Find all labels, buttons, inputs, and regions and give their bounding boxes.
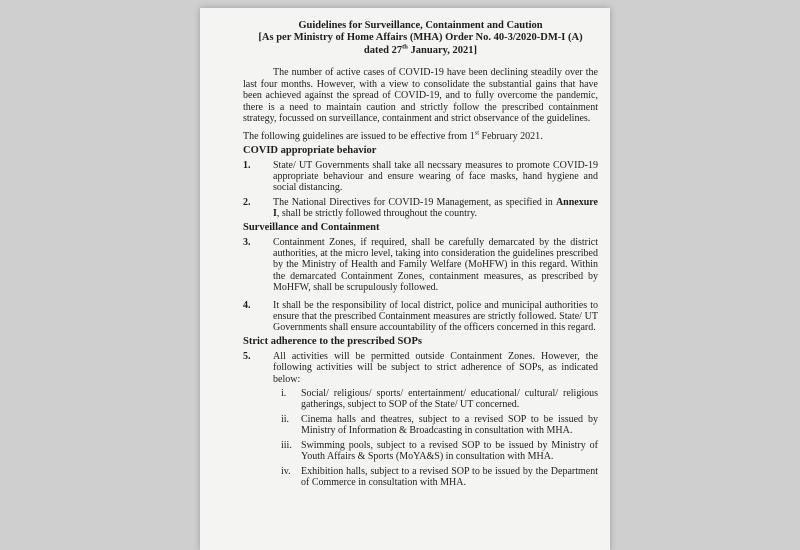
item-number: 1.	[243, 159, 251, 171]
item-number: 5.	[243, 350, 251, 362]
document-page	[200, 8, 610, 550]
subitem-text: Exhibition halls, subject to a revised SOP to be issued by the Department of Commerce in consultation with MHA.	[301, 465, 598, 488]
section-heading-surveillance: Surveillance and Containment	[243, 221, 380, 233]
subitem-text: Cinema halls and theatres, subject to a revised SOP to be issued by Ministry of Information & Broadcasting in consultation with MHA.	[301, 413, 598, 437]
issued-pre: The following guidelines are issued to be effective from 1	[243, 130, 475, 142]
section-heading-covid-behavior: COVID appropriate behavior	[243, 144, 377, 156]
item-text: All activities will be permitted outside Containment Zones. However, the following activities will be subject to strict adherence of SOPs, as indicated below:	[273, 350, 598, 385]
order-date-pre: dated 27	[363, 44, 403, 56]
annexure-reference: Annexure I	[273, 196, 598, 220]
order-date-sup: th	[402, 43, 408, 50]
issued-sup: st	[474, 129, 480, 137]
issued-post: February 2021.	[479, 130, 543, 142]
subitem-number: i.	[281, 388, 287, 400]
sop-subitem-4	[281, 466, 598, 489]
item-number: 4.	[243, 299, 251, 311]
subitem-number: iv.	[281, 465, 291, 477]
sop-subitem-2	[281, 414, 598, 437]
subitem-text: Social/ religious/ sports/ entertainment/ educational/ cultural/ religious gatherings, subject to SOP of the State/ UT concerned.	[301, 388, 598, 411]
item-text: State/ UT Governments shall take all necssary measures to promote COVID-19 appropriate behaviour and ensure wearing of face masks, hand hygiene and social distancing.	[273, 159, 598, 194]
document-body	[243, 19, 598, 488]
document-title: Guidelines for Surveillance, Containment and Caution	[298, 20, 543, 31]
intro-paragraph: The number of active cases of COVID-19 have been declining steadily over the last four months. However, with a view to consolidate the substantial gains that have been achieved against the spread of COVID-19, and to fully overcome the pandemic, there is a need to maintain caution and strictly follow the prescribed containment strategy, focussed on surveillance, containment and strict observance of the guidelines.	[243, 67, 598, 125]
guideline-item-3	[243, 237, 598, 294]
subitem-number: iii.	[281, 439, 292, 451]
guideline-item-5	[243, 351, 598, 385]
item-text-post: , shall be strictly followed throughout the country.	[276, 208, 478, 220]
sop-subitem-1	[281, 388, 598, 411]
item-text: It shall be the responsibility of local district, police and municipal authorities to ensure that the prescribed Containment measures are strictly followed. State/ UT Governments shall ensure accountability of the officers concerned in this regard.	[273, 299, 598, 334]
order-date-post: January, 2021]	[407, 44, 478, 56]
item-number: 3.	[243, 236, 251, 248]
guideline-item-4	[243, 300, 598, 334]
item-number: 2.	[243, 196, 251, 208]
guideline-item-2	[243, 197, 598, 220]
item-text	[273, 197, 598, 220]
subitem-text: Swimming pools, subject to a revised SOP to be issued by Ministry of Youth Affairs & Sports (MoYA&S) in consultation with MHA.	[301, 439, 598, 463]
order-reference: [As per Ministry of Home Affairs (MHA) Order No. 40-3/2020-DM-I (A)	[258, 32, 583, 43]
item-text: Containment Zones, if required, shall be carefully demarcated by the district authorities, at the micro level, taking into consideration the guidelines prescribed by the Ministry of Health and Family Welfare (MoHFW) in this regard. Within the demarcated Containment Zones, containment measures, as prescribed by MoHFW, shall be scrupulously followed.	[273, 236, 598, 294]
section-heading-sops: Strict adherence to the prescribed SOPs	[243, 335, 422, 347]
effective-date-paragraph	[243, 131, 598, 143]
subitem-number: ii.	[281, 413, 290, 425]
item-text-pre: The National Directives for COVID-19 Management, as specified in	[273, 196, 556, 208]
sop-subitem-3	[281, 440, 598, 463]
order-date	[243, 45, 598, 58]
guideline-item-1	[243, 160, 598, 194]
